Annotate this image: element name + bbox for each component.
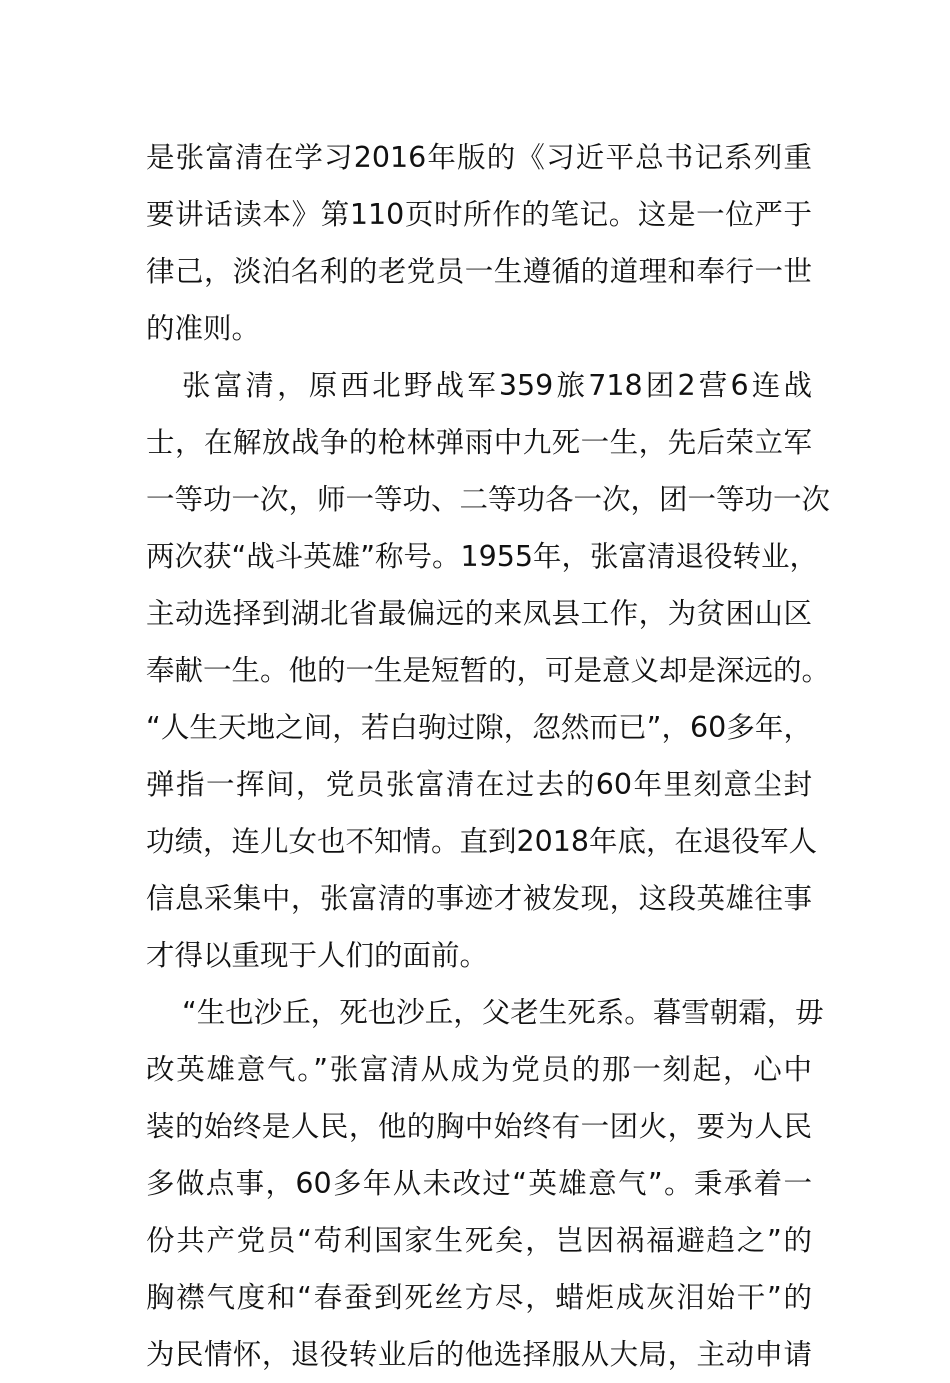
paragraph-1 — [146, 129, 812, 357]
text-line: 张富清，原西北野战军359旅718团2营6连战 — [182, 369, 812, 402]
text-line: 奉献一生。他的一生是短暂的，可是意义却是深远的。 — [146, 654, 831, 687]
text-line: 胸襟气度和“春蚕到死丝方尽，蜡炬成灰泪始干”的 — [146, 1281, 812, 1314]
text-line: 弹指一挥间，党员张富清在过去的60年里刻意尘封 — [146, 768, 812, 801]
paragraph-3 — [146, 984, 824, 1383]
text-line: 功绩，连儿女也不知情。直到2018年底，在退役军人 — [146, 825, 818, 858]
text-line: 多做点事，60多年从未改过“英雄意气”。秉承着一 — [146, 1167, 812, 1200]
text-line: 是张富清在学习2016年版的《习近平总书记系列重 — [146, 141, 812, 174]
text-line: “人生天地之间，若白驹过隙，忽然而已”，60多年， — [146, 711, 812, 744]
text-line: 的准则。 — [146, 312, 261, 345]
text-line: 两次获“战斗英雄”称号。1955年，张富清退役转业， — [146, 540, 819, 573]
text-line: 份共产党员“苟利国家生死矣，岂因祸福避趋之”的 — [146, 1224, 812, 1257]
text-line: “生也沙丘，死也沙丘，父老生死系。暮雪朝霜，毋 — [182, 996, 824, 1029]
body-text — [146, 129, 831, 1383]
paragraph-2 — [146, 357, 831, 984]
text-line: 士，在解放战争的枪林弹雨中九死一生，先后荣立军 — [146, 426, 812, 459]
text-line: 信息采集中，张富清的事迹才被发现，这段英雄往事 — [146, 882, 812, 915]
text-line: 主动选择到湖北省最偏远的来凤县工作，为贫困山区 — [146, 597, 812, 630]
text-line: 改英雄意气。”张富清从成为党员的那一刻起，心中 — [146, 1053, 812, 1086]
text-line: 要讲话读本》第110页时所作的笔记。这是一位严于 — [146, 198, 812, 231]
text-line: 一等功一次，师一等功、二等功各一次，团一等功一次 — [146, 483, 831, 516]
text-line: 为民情怀，退役转业后的他选择服从大局，主动申请 — [146, 1338, 812, 1371]
text-line: 装的始终是人民，他的胸中始终有一团火，要为人民 — [146, 1110, 812, 1143]
text-line: 才得以重现于人们的面前。 — [146, 939, 489, 972]
text-line: 律己，淡泊名利的老党员一生遵循的道理和奉行一世 — [146, 255, 812, 288]
